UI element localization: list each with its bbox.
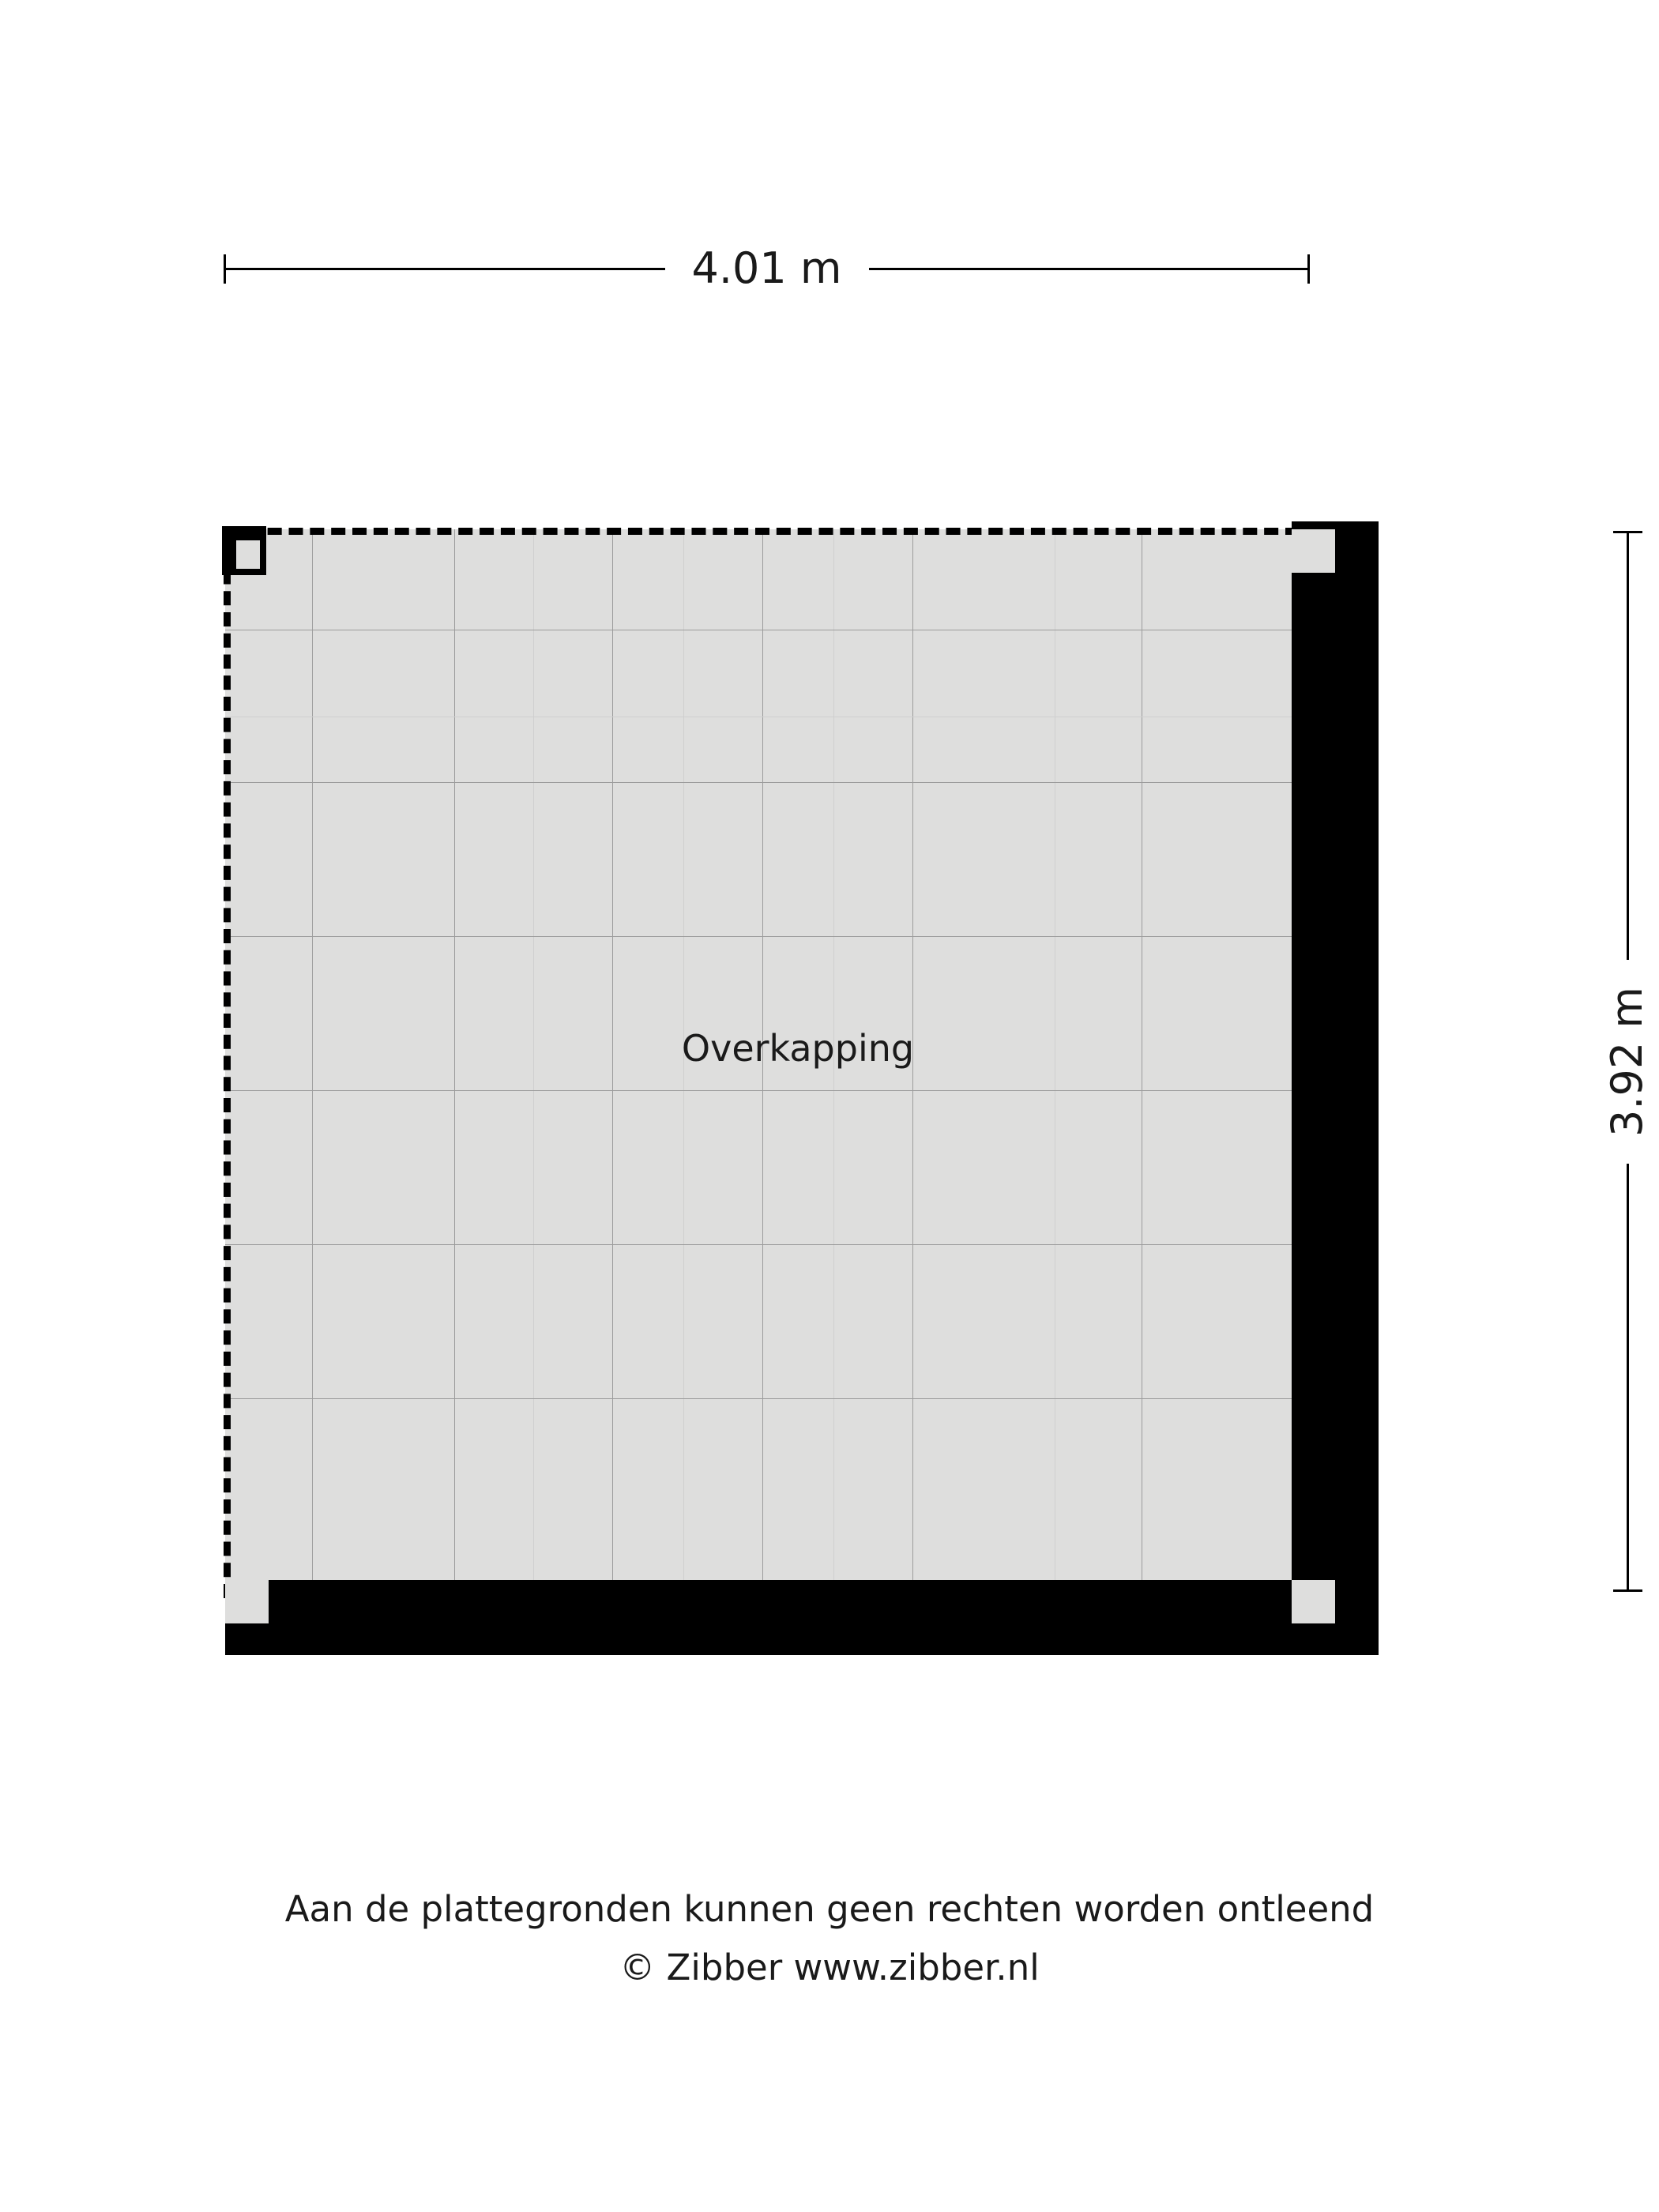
wall-bottom [225, 1580, 1379, 1655]
wall-right [1292, 521, 1379, 1647]
open-side-left [224, 528, 231, 1598]
floor-plan [217, 521, 1379, 1655]
room-label-overkapping: Overkapping [681, 1027, 915, 1070]
footer-disclaimer: Aan de plattegronden kunnen geen rechten worden ontleend [284, 1888, 1375, 1930]
wall-notch-bottom-left [225, 1580, 269, 1623]
dimension-top-cap-left [224, 254, 226, 284]
pillar-top-left-inner [236, 540, 260, 569]
dimension-right-cap-bottom [1613, 1589, 1642, 1592]
dimension-right-label: 3.92 m [1596, 959, 1659, 1163]
wall-notch-bottom-right [1292, 1580, 1335, 1623]
dimension-top-cap-right [1307, 254, 1310, 284]
footer [0, 1880, 1659, 1997]
dimension-right [1596, 531, 1659, 1592]
pillar-top-left [222, 526, 266, 575]
dimension-right-cap-top [1613, 531, 1642, 533]
dimension-top [224, 237, 1310, 300]
footer-copyright: © Zibber www.zibber.nl [619, 1947, 1040, 1988]
open-side-top [225, 528, 1300, 535]
dimension-top-label: 4.01 m [664, 237, 868, 300]
wall-notch-top-right [1292, 529, 1335, 573]
